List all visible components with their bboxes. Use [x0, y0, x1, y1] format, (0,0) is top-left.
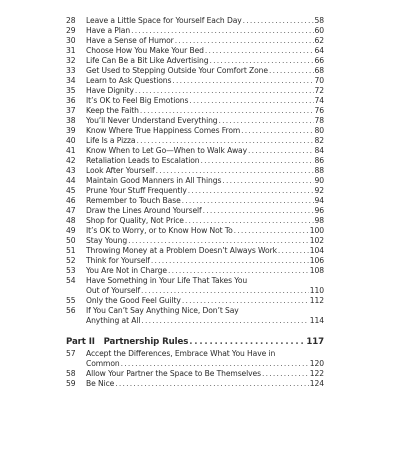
page-number: 92	[314, 186, 324, 195]
chapter-number: 40	[66, 136, 76, 145]
leader-dots	[243, 16, 314, 26]
page-number: 82	[314, 136, 324, 145]
leader-dots	[269, 66, 314, 76]
leader-dots	[188, 186, 314, 196]
leader-dots	[182, 296, 309, 306]
leader-dots	[203, 206, 314, 216]
toc-entry	[66, 106, 324, 116]
toc-entry	[66, 256, 324, 266]
toc-entry	[66, 266, 324, 276]
toc-entries	[66, 16, 324, 326]
leader-dots	[182, 196, 314, 206]
leader-dots	[262, 369, 309, 379]
chapter-number: 37	[66, 106, 76, 115]
leader-dots	[131, 26, 313, 36]
chapter-title: Think for Yourself	[86, 256, 150, 265]
page-number: 94	[314, 196, 324, 205]
toc-entry	[66, 16, 324, 26]
chapter-number: 46	[66, 196, 76, 205]
chapter-title: Prune Your Stuff Frequently	[86, 186, 187, 195]
toc-entry	[66, 186, 324, 196]
chapter-title: Maintain Good Manners in All Things	[86, 176, 222, 185]
chapter-number: 32	[66, 56, 76, 65]
page-number: 74	[314, 96, 324, 105]
page-number: 110	[309, 286, 324, 295]
leader-dots	[140, 106, 314, 116]
chapter-number: 31	[66, 46, 76, 55]
leader-dots	[128, 236, 309, 246]
page-number: 90	[314, 176, 324, 185]
toc-entry	[66, 276, 324, 296]
part-page-number: 117	[306, 337, 324, 347]
toc-entry	[66, 226, 324, 236]
toc-entry	[66, 66, 324, 76]
chapter-number: 49	[66, 226, 76, 235]
toc-entry	[66, 146, 324, 156]
chapter-title: Out of Yourself	[86, 286, 141, 295]
page-number: 112	[309, 296, 324, 305]
toc-entry	[66, 246, 324, 256]
chapter-number: 29	[66, 26, 76, 35]
chapter-number: 45	[66, 186, 76, 195]
leader-dots	[234, 226, 309, 236]
page-number: 122	[309, 369, 324, 378]
chapter-number: 57	[66, 349, 76, 358]
page-number: 114	[309, 316, 324, 325]
chapter-title: Retaliation Leads to Escalation	[86, 156, 200, 165]
page-number: 84	[314, 146, 324, 155]
page-number: 104	[309, 246, 324, 255]
toc-entry	[66, 86, 324, 96]
leader-dots	[141, 286, 309, 296]
chapter-title: If You Can’t Say Anything Nice, Don’t Say	[86, 306, 239, 315]
toc-entry	[66, 76, 324, 86]
chapter-number: 42	[66, 156, 76, 165]
chapter-number: 43	[66, 166, 76, 175]
toc-entry	[66, 296, 324, 306]
leader-dots	[248, 146, 314, 156]
chapter-title: Know Where True Happiness Comes From	[86, 126, 241, 135]
page-number: 106	[309, 256, 324, 265]
leader-dots	[222, 176, 313, 186]
chapter-title: You Are Not in Charge	[86, 266, 167, 275]
chapter-title: Shop for Quality, Not Price	[86, 216, 184, 225]
page-number: 70	[314, 76, 324, 85]
chapter-number: 33	[66, 66, 76, 75]
chapter-number: 36	[66, 96, 76, 105]
part-title: Partnership Rules	[103, 337, 189, 347]
leader-dots	[168, 266, 309, 276]
page-number: 100	[309, 226, 324, 235]
chapter-number: 58	[66, 369, 76, 378]
chapter-title: Leave a Little Space for Yourself Each Day	[86, 16, 242, 25]
chapter-number: 30	[66, 36, 76, 45]
chapter-number: 54	[66, 276, 76, 285]
chapter-title: You’ll Never Understand Everything	[86, 116, 218, 125]
chapter-title: Stay Young	[86, 236, 128, 245]
toc-entry	[66, 236, 324, 246]
chapter-title: Have Something in Your Life That Takes You	[86, 276, 248, 285]
toc-entry	[66, 136, 324, 146]
page-number: 66	[314, 56, 324, 65]
leader-dots	[141, 316, 308, 326]
toc-entry	[66, 46, 324, 56]
chapter-number: 47	[66, 206, 76, 215]
chapter-title: Have a Plan	[86, 26, 131, 35]
chapter-number: 44	[66, 176, 76, 185]
page-number: 108	[309, 266, 324, 275]
page-number: 102	[309, 236, 324, 245]
toc-entry	[66, 56, 324, 66]
page-number: 64	[314, 46, 324, 55]
toc-entry	[66, 196, 324, 206]
page-number: 68	[314, 66, 324, 75]
page-number: 78	[314, 116, 324, 125]
chapter-title: Learn to Ask Questions	[86, 76, 172, 85]
chapter-number: 59	[66, 379, 76, 388]
chapter-title: Get Used to Stepping Outside Your Comfort Zone	[86, 66, 268, 75]
leader-dots	[201, 156, 314, 166]
page-number: 72	[314, 86, 324, 95]
toc-entry	[66, 116, 324, 126]
chapter-number: 48	[66, 216, 76, 225]
toc-entry	[66, 216, 324, 226]
toc-entry	[66, 306, 324, 326]
chapter-number: 50	[66, 236, 76, 245]
chapter-number: 35	[66, 86, 76, 95]
page-number: 120	[309, 359, 324, 368]
toc-entry	[66, 36, 324, 46]
leader-dots	[121, 359, 309, 369]
chapter-title: Choose How You Make Your Bed	[86, 46, 204, 55]
chapter-title: Remember to Touch Base	[86, 196, 181, 205]
page-number: 62	[314, 36, 324, 45]
chapter-title: Know When to Let Go—When to Walk Away	[86, 146, 248, 155]
leader-dots	[209, 56, 313, 66]
leader-dots	[185, 216, 314, 226]
toc-entry	[66, 166, 324, 176]
toc-entry	[66, 96, 324, 106]
leader-dots	[189, 96, 313, 106]
page-number: 58	[314, 16, 324, 25]
leader-dots	[136, 136, 313, 146]
chapter-title: Accept the Differences, Embrace What You Have in	[86, 349, 276, 358]
chapter-title: It’s OK to Feel Big Emotions	[86, 96, 189, 105]
chapter-number: 51	[66, 246, 76, 255]
chapter-number: 28	[66, 16, 76, 25]
page-number: 60	[314, 26, 324, 35]
chapter-title: Keep the Faith	[86, 106, 139, 115]
leader-dots	[115, 379, 309, 389]
chapter-number: 53	[66, 266, 76, 275]
chapter-title: Only the Good Feel Guilty	[86, 296, 181, 305]
chapter-title: Common	[86, 359, 120, 368]
page-number: 86	[314, 156, 324, 165]
part-heading	[66, 336, 324, 348]
leader-dots	[156, 166, 314, 176]
toc-entry	[66, 26, 324, 36]
leader-dots	[241, 126, 313, 136]
toc-entry	[66, 369, 324, 379]
toc-entry	[66, 349, 324, 369]
toc-entry	[66, 176, 324, 186]
chapter-title: Life Is a Pizza	[86, 136, 136, 145]
leader-dots	[205, 46, 314, 56]
leader-dots	[151, 256, 309, 266]
part-label: Part II Partnership Rules	[66, 337, 189, 347]
chapter-title: Anything at All	[86, 316, 141, 325]
page-number: 80	[314, 126, 324, 135]
page-number: 124	[309, 379, 324, 388]
chapter-number: 56	[66, 306, 76, 315]
toc-part-entries	[66, 349, 324, 389]
chapter-number: 41	[66, 146, 76, 155]
chapter-title: Look After Yourself	[86, 166, 155, 175]
page-number: 96	[314, 206, 324, 215]
chapter-number: 52	[66, 256, 76, 265]
chapter-number: 39	[66, 126, 76, 135]
part-leader-dots	[189, 336, 305, 348]
leader-dots	[278, 246, 309, 256]
chapter-title: Life Can Be a Bit Like Advertising	[86, 56, 209, 65]
chapter-title: Have Dignity	[86, 86, 134, 95]
chapter-title: Allow Your Partner the Space to Be Themselves	[86, 369, 261, 378]
leader-dots	[219, 116, 314, 126]
page-number: 98	[314, 216, 324, 225]
toc-entry	[66, 126, 324, 136]
page-number: 76	[314, 106, 324, 115]
toc-entry	[66, 156, 324, 166]
toc-entry	[66, 379, 324, 389]
leader-dots	[135, 86, 314, 96]
leader-dots	[172, 76, 313, 86]
chapter-title: Throwing Money at a Problem Doesn’t Always Work	[86, 246, 277, 255]
page-number: 88	[314, 166, 324, 175]
chapter-number: 38	[66, 116, 76, 125]
chapter-title: Have a Sense of Humor	[86, 36, 174, 45]
chapter-number: 34	[66, 76, 76, 85]
chapter-number: 55	[66, 296, 76, 305]
chapter-title: Draw the Lines Around Yourself	[86, 206, 202, 215]
toc-entry	[66, 206, 324, 216]
chapter-title: Be Nice	[86, 379, 115, 388]
leader-dots	[175, 36, 314, 46]
table-of-contents	[66, 16, 324, 389]
chapter-title: It’s OK to Worry, or to Know How Not To	[86, 226, 233, 235]
